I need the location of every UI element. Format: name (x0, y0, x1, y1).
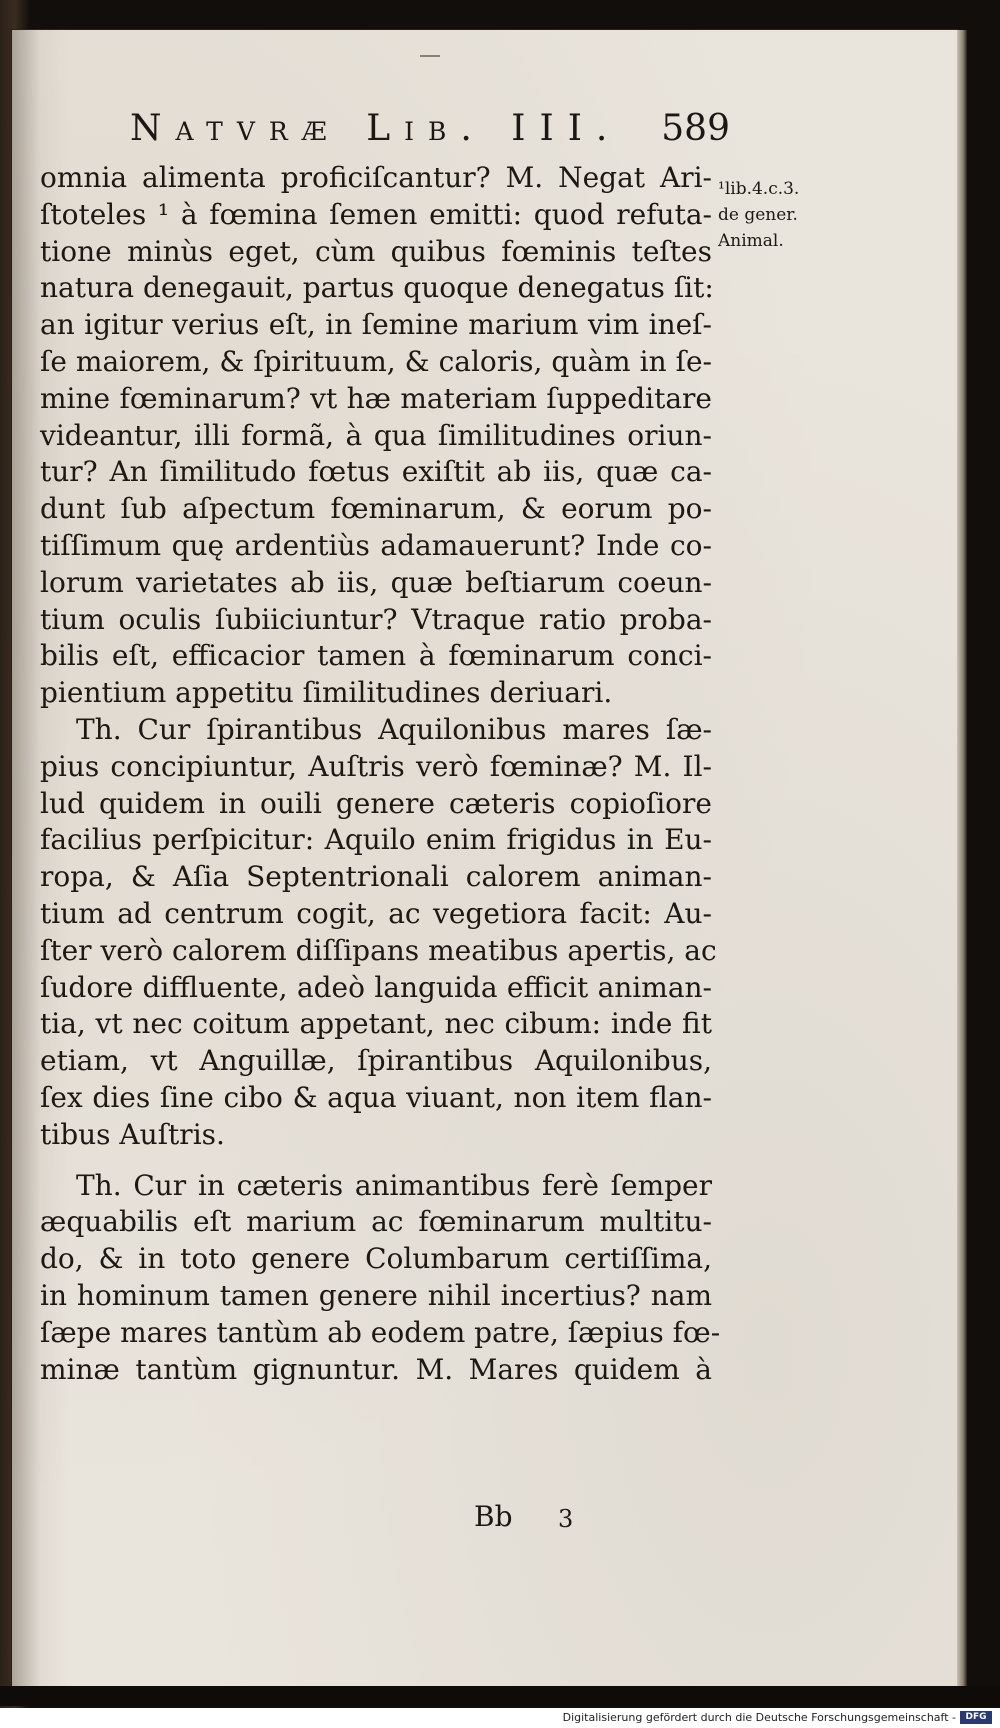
text-line: omnia alimenta proficiſcantur? M. Negat Ari- (40, 161, 712, 194)
signature-number: 3 (558, 1505, 574, 1533)
paragraph-gap (40, 1154, 712, 1168)
paragraph-2 (40, 712, 717, 1154)
text-line: ſter verò calorem diſſipans meatibus apertis, ac (40, 933, 717, 967)
text-line: tium ad centrum cogit, ac vegetiora facit: Au- (40, 896, 712, 930)
text-line: tur? An ſimilitudo fœtus exiſtit ab iis, quæ ca- (40, 455, 712, 489)
text-line: lud quidem in ouili genere cæteris copioſiore (40, 786, 712, 820)
margin-note-line: Animal. (718, 231, 784, 251)
paragraph-3 (40, 1168, 721, 1389)
text-line: tiſſimum quę ardentiùs adamauerunt? Inde co- (40, 528, 712, 562)
page-edge (957, 30, 967, 1686)
text-line: ſudore diffluente, adeò languida efficit animan- (40, 970, 712, 1004)
text-line: pientium appetitu ſimilitudines deriuari. (40, 676, 613, 710)
text-line: dunt ſub aſpectum fœminarum, & eorum po- (40, 492, 712, 526)
text-line: ſex dies ſine cibo & aqua viuant, non item flan- (40, 1080, 712, 1114)
margin-note-line: ¹lib.4.c.3. (718, 179, 800, 199)
text-line: natura denegauit, partus quoque denegatus ſit: (40, 271, 714, 305)
text-line: Th. Cur in cæteris animantibus ferè ſemper (76, 1168, 712, 1202)
text-line: facilius perſpicitur: Aquilo enim frigidus in Eu- (40, 823, 712, 857)
footer-credit: Digitalisierung gefördert durch die Deutsche Forschungsgemeinschaft - (562, 1711, 956, 1724)
text-line: mine fœminarum? vt hæ materiam ſuppeditare (40, 381, 712, 415)
text-line: etiam, vt Anguillæ, ſpirantibus Aquilonibus, (40, 1044, 712, 1078)
running-head (130, 108, 730, 158)
text-line: videantur, illi formã, à qua ſimilitudines oriun- (40, 418, 712, 452)
text-line: do, & in toto genere Columbarum certiſſima, (40, 1242, 712, 1276)
text-line: tibus Auſtris. (40, 1117, 225, 1151)
text-line: tione minùs eget, cùm quibus fœminis teſtes (40, 234, 712, 268)
text-line: minæ tantùm gignuntur. M. Mares quidem à (40, 1352, 712, 1386)
margin-note (718, 176, 828, 254)
text-line: in hominum tamen genere nihil incertius? nam (40, 1278, 712, 1312)
text-line: tium oculis ſubiiciuntur? Vtraque ratio proba- (40, 602, 712, 636)
running-head-title: Natvræ Lib. III. (130, 108, 622, 149)
body-text (40, 160, 721, 1388)
margin-note-line: de gener. (718, 205, 798, 225)
text-line: pius concipiuntur, Auſtris verò fœminæ? M. Il- (40, 749, 712, 783)
paragraph-1 (40, 160, 712, 712)
text-line: ſe maiorem, & ſpirituum, & caloris, quàm in ſe- (40, 344, 712, 378)
page-number: 589 (661, 108, 730, 149)
footer-bar (0, 1708, 1000, 1728)
dfg-logo: DFG (960, 1711, 992, 1724)
text-line: ropa, & Aſia Septentrionali calorem animan- (40, 860, 712, 894)
text-line: æquabilis eſt marium ac fœminarum multitu- (40, 1205, 712, 1239)
text-line: lorum varietates ab iis, quæ beſtiarum coeun- (40, 565, 712, 599)
text-line: an igitur verius eſt, in ſemine marium vim ineſ- (40, 308, 712, 342)
text-line: ſtoteles ¹ à fœmina ſemen emitti: quod refuta- (40, 197, 712, 231)
text-line: bilis eſt, efficacior tamen à fœminarum conci- (40, 639, 712, 673)
text-line: tia, vt nec coitum appetant, nec cibum: inde fit (40, 1007, 712, 1041)
text-line: Th. Cur ſpirantibus Aquilonibus mares ſæ- (76, 712, 712, 746)
ink-mark (420, 55, 440, 57)
text-line: ſæpe mares tantùm ab eodem patre, ſæpius fœ- (40, 1315, 721, 1349)
signature-mark: Bb (474, 1500, 513, 1533)
scan-bottom-band (0, 1686, 1000, 1706)
